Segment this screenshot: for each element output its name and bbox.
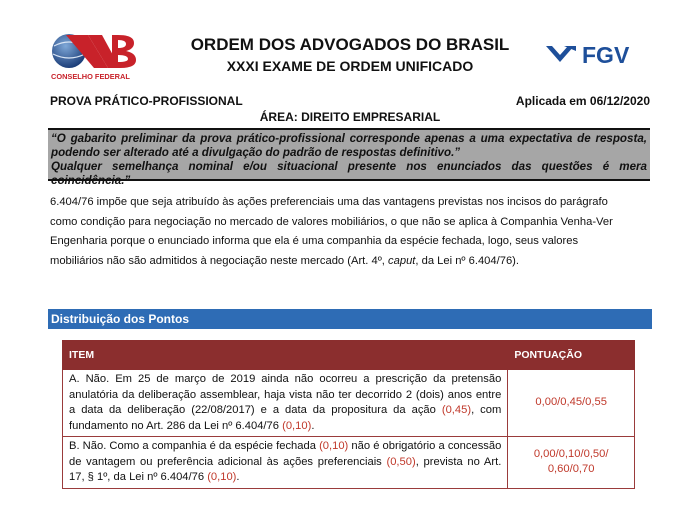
disclaimer-box [48,128,650,187]
answer-text [50,193,650,271]
item-text: B. Não. Como a companhia é da espécie fechada (0,10) não é obrigatório a concessão de vantagem ou preferência adicional às ações preferenciais (0,50), prevista no Art. 17, § 1º, da Lei nº 6.404/76 (0,10). [63,437,508,489]
answer-line: mobiliários não são admitidos à negociação neste mercado (Art. 4º, caput, da Lei nº 6.404/76). [50,254,520,267]
answer-line: como condição para negociação no mercado de valores mobiliários, o que não se aplica à Companhia Venha-Ver [50,215,613,228]
page-title: ORDEM DOS ADVOGADOS DO BRASIL [190,35,510,54]
page-subtitle: XXXI EXAME DE ORDEM UNIFICADO [226,58,474,74]
table-row [63,370,635,437]
section-heading: Distribuição dos Pontos [48,309,652,329]
answer-line: 6.404/76 impõe que seja atribuído às ações preferenciais uma das vantagens previstas nos incisos do parágrafo [50,196,608,208]
exam-area: ÁREA: DIREITO EMPRESARIAL [259,110,441,124]
table-row [63,437,635,489]
points-table [62,340,635,489]
item-text: A. Não. Em 25 de março de 2019 ainda não ocorreu a prescrição da pretensão anulatória da deliberação assemblear, haja vista não ter decorrido 2 (dois) anos entre a data da deliberação (22/08/2017) e a data da propositura da ação (0,45), com fundamento no Art. 286 da Lei nº 6.404/76 (0,10). [63,370,508,437]
exam-type: PROVA PRÁTICO-PROFISSIONAL [50,94,243,108]
oab-logo-text: CONSELHO FEDERAL [51,72,130,81]
disclaimer-line: podendo ser alterado até a divulgação do padrão de respostas definitivo.” [51,146,461,159]
item-score: 0,00/0,45/0,55 [508,370,635,437]
fgv-logo-text: FGV [582,42,630,66]
disclaimer-line: Qualquer semelhança nominal e/ou situacional presente nos enunciados das questões é mera coincidência.” [51,160,647,187]
disclaimer-line: “O gabarito preliminar da prova prático-profissional corresponde apenas a uma expectativa de resposta, [51,132,647,145]
exam-date: Aplicada em 06/12/2020 [515,94,650,108]
item-score: 0,00/0,10/0,50/ 0,60/0,70 [508,437,635,489]
table-header-points: PONTUAÇÃO [508,341,635,370]
answer-line: Engenharia porque o enunciado informa que ela é uma companhia da espécie fechada, logo, seus valores [50,235,579,247]
table-header-item: ITEM [63,341,508,370]
